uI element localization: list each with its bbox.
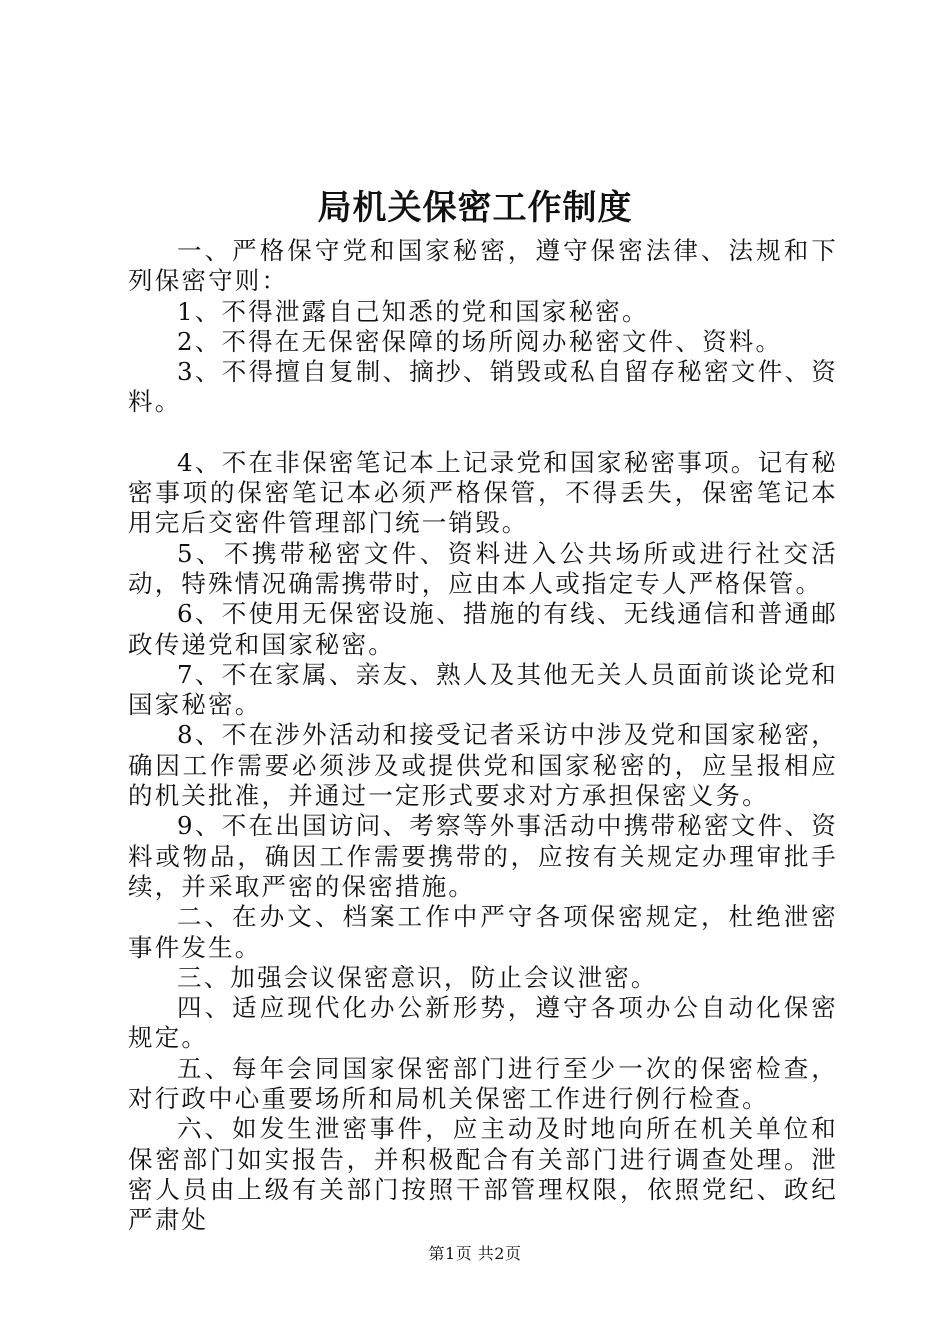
- paragraph: 一、严格保守党和国家秘密，遵守保密法律、法规和下列保密守则：: [128, 236, 838, 296]
- paragraph-spacer: [128, 418, 838, 448]
- paragraph: 5、不携带秘密文件、资料进入公共场所或进行社交活动，特殊情况确需携带时，应由本人或指定专人严格保管。: [128, 538, 838, 598]
- paragraph: 3、不得擅自复制、摘抄、销毁或私自留存秘密文件、资料。: [128, 357, 838, 417]
- paragraph: 2、不得在无保密保障的场所阅办秘密文件、资料。: [177, 326, 783, 356]
- document-title: 局机关保密工作制度: [317, 188, 633, 228]
- paragraph: 五、每年会同国家保密部门进行至少一次的保密检查，对行政中心重要场所和局机关保密工作进行例行检查。: [128, 1053, 838, 1114]
- paragraph: 三、加强会议保密意识，防止会议泄密。: [177, 962, 658, 992]
- paragraph: 4、不在非保密笔记本上记录党和国家秘密事项。记有秘密事项的保密笔记本必须严格保管，不得丢失，保密笔记本用完后交密件管理部门统一销毁。: [128, 447, 838, 538]
- paragraph: 1、不得泄露自己知悉的党和国家秘密。: [177, 296, 649, 326]
- paragraph: 8、不在涉外活动和接受记者采访中涉及党和国家秘密，确因工作需要必须涉及或提供党和国家秘密的，应呈报相应的机关批准，并通过一定形式要求对方承担保密义务。: [128, 720, 838, 811]
- paragraph: 9、不在出国访问、考察等外事活动中携带秘密文件、资料或物品，确因工作需要携带的，应按有关规定办理审批手续，并采取严密的保密措施。: [128, 811, 838, 901]
- paragraph: 6、不使用无保密设施、措施的有线、无线通信和普通邮政传递党和国家秘密。: [128, 599, 838, 659]
- paragraph: 二、在办文、档案工作中严守各项保密规定，杜绝泄密事件发生。: [128, 902, 838, 962]
- paragraph: 六、如发生泄密事件，应主动及时地向所在机关单位和保密部门如实报告，并积极配合有关部门进行调查处理。泄密人员由上级有关部门按照干部管理权限，依照党纪、政纪严肃处: [128, 1114, 838, 1235]
- paragraph: 四、适应现代化办公新形势，遵守各项办公自动化保密规定。: [128, 993, 838, 1053]
- paragraph: 7、不在家属、亲友、熟人及其他无关人员面前谈论党和国家秘密。: [128, 659, 838, 720]
- page-footer: 第1页 共2页: [428, 1244, 522, 1263]
- document-body: [128, 236, 838, 1236]
